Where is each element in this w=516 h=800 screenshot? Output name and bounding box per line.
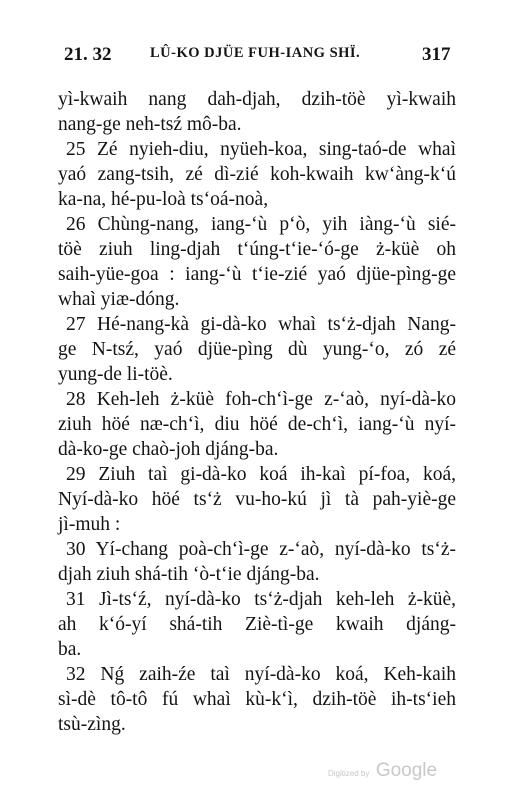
text-line: sì-dè tô-tô fú whaì kù-k‘ì, dzih-töè ih-ts‘ieh (58, 689, 456, 710)
text-line: töè ziuh ling-djah t‘úng-t‘ie-‘ó-ge ż-küè oh (58, 239, 456, 260)
verse-line: 27 Hé-nang-kà gi-dà-ko whaì ts‘ż-djah Nang- (66, 314, 456, 335)
digitization-watermark (328, 760, 437, 782)
chapter-verse-reference: 21. 32 (64, 44, 112, 65)
text-line: ge N-tsź, yaó djüe-pìng dù yung-‘o, zó zé (58, 339, 456, 360)
body-text (58, 87, 456, 737)
text-line: ah k‘ó-yí shá-tih Ziè-tì-ge kwaih djáng- (58, 614, 456, 635)
verse-line: 30 Yí-chang poà-ch‘ì-ge z-‘aò, nyí-dà-ko ts‘ż- (66, 539, 456, 560)
verse-line: 28 Keh-leh ż-küè foh-ch‘ì-ge z-‘aò, nyí-dà-ko (66, 389, 456, 410)
text-line: yì-kwaih nang dah-djah, dzih-töè yì-kwaih (58, 89, 456, 110)
text-line: whaì yiæ-dóng. (58, 289, 180, 310)
text-line: nang-ge neh-tsź mô-ba. (58, 114, 242, 135)
verse-line: 25 Zé nyieh-diu, nyüeh-koa, sing-taó-de whaì (66, 139, 456, 160)
text-line: dà-ko-ge chaò-joh djáng-ba. (58, 439, 279, 460)
text-line: tsù-zìng. (58, 714, 126, 735)
text-line: djah ziuh shá-tih ‘ò-t‘ie djáng-ba. (58, 564, 320, 585)
page-number: 317 (422, 44, 451, 65)
watermark-prefix: Digitized by (328, 769, 370, 778)
verse-line: 31 Jì-ts‘ź, nyí-dà-ko ts‘ż-djah keh-leh ż-küè, (66, 589, 456, 610)
running-title: LÛ-KO DJÜE FUH-IANG SHÏ. (150, 45, 361, 61)
verse-line: 32 Nǵ zaih-źe taì nyí-dà-ko koá, Keh-kaih (66, 664, 456, 685)
text-line: yung-de li-töè. (58, 364, 173, 385)
verse-line: 26 Chùng-nang, iang-‘ù p‘ò, yih iàng-‘ù sié- (66, 214, 456, 235)
watermark-logo: Google (375, 760, 438, 781)
text-line: ka-na, hé-pu-loà ts‘oá-noà, (58, 189, 269, 210)
verse-line: 29 Ziuh taì gi-dà-ko koá ih-kaì pí-foa, koá, (66, 464, 456, 485)
text-line: yaó zang-tsih, zé dì-zié koh-kwaih kw‘àng-k‘ú (58, 164, 456, 185)
text-line: jì-muh : (58, 514, 121, 535)
text-line: ba. (58, 639, 82, 660)
running-header (0, 44, 516, 68)
text-line: saih-yüe-goa : iang-‘ù t‘ie-zié yaó djüe-pìng-ge (58, 264, 456, 285)
text-line: Nyí-dà-ko höé ts‘ż vu-ho-kú jì tà pah-yiè-ge (58, 489, 456, 510)
text-line: ziuh höé næ-ch‘ì, diu höé de-ch‘ì, iang-‘ù nyí- (58, 414, 456, 435)
